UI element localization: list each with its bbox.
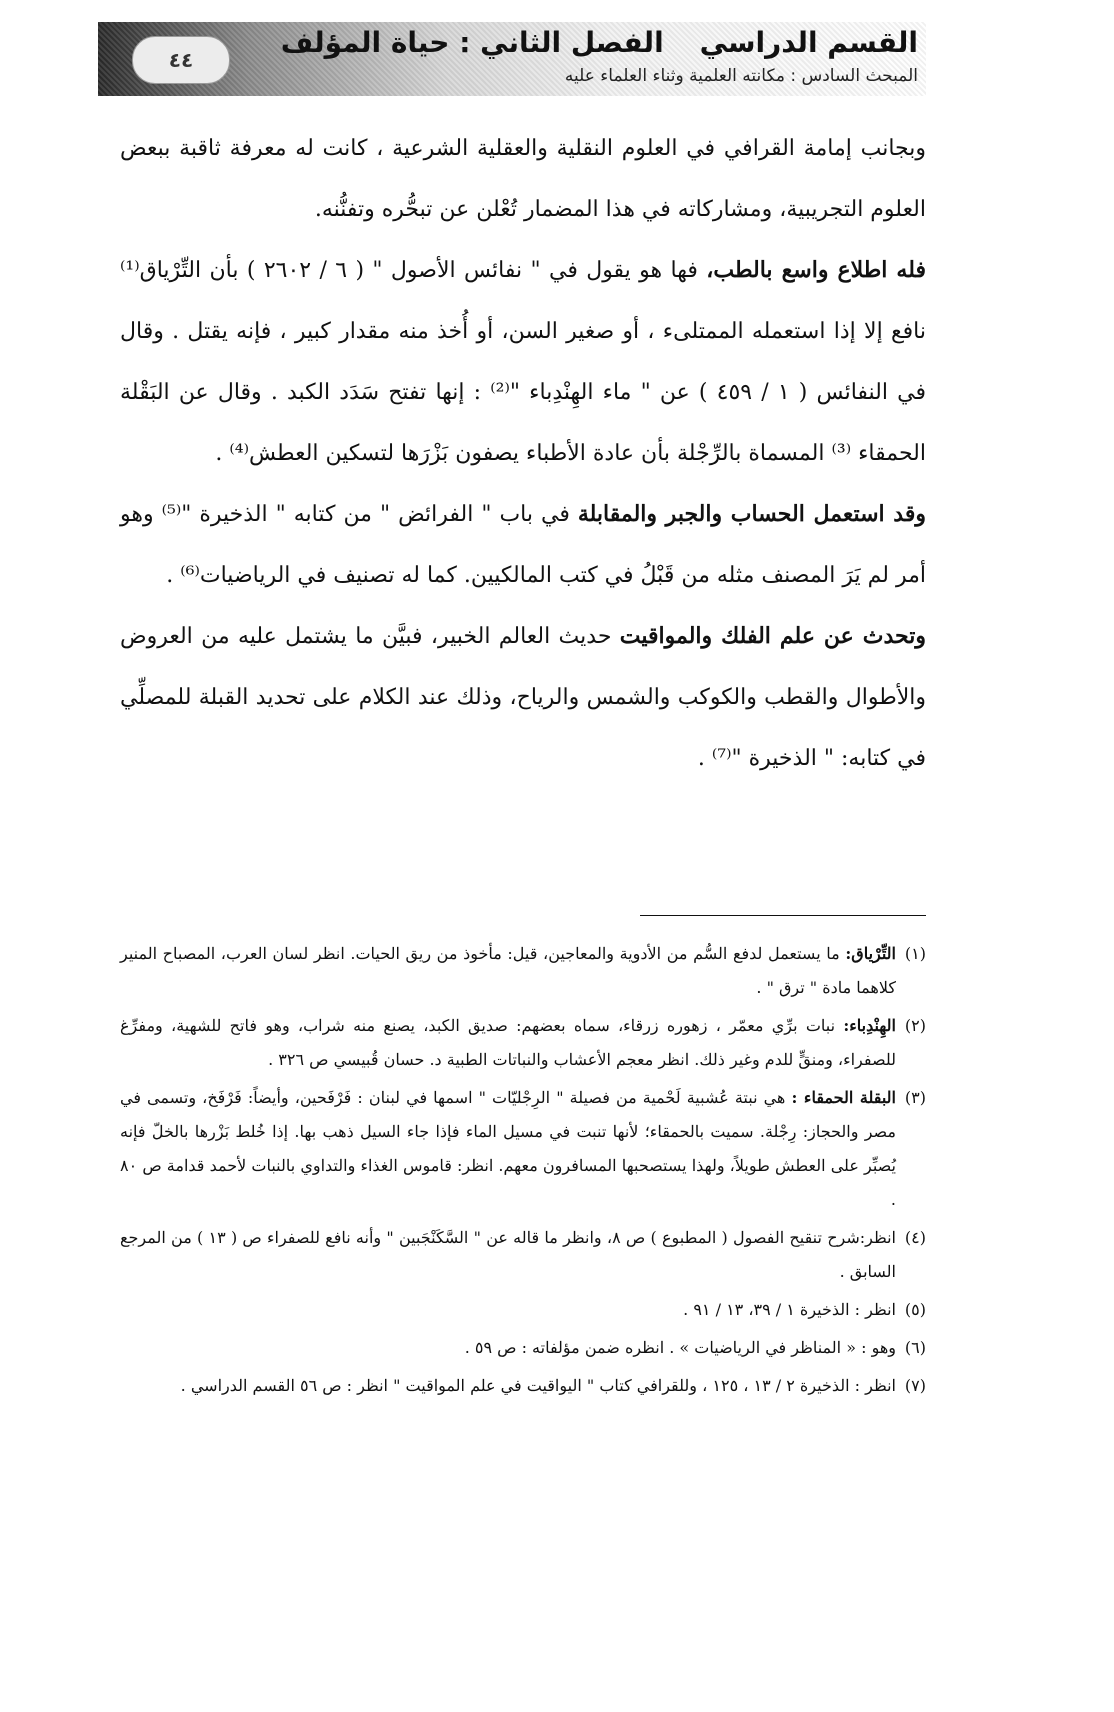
main-text	[120, 118, 926, 789]
paragraph-3	[120, 484, 926, 606]
paragraph-4-lead: وتحدث عن علم الفلك والمواقيت	[619, 623, 926, 649]
footnote-4	[120, 1221, 926, 1289]
paragraph-3-body: في باب " الفرائض " من كتابه " الذخيرة "⁽⁵⁾ وهو أمر لم يَرَ المصنف مثله من قَبْلُ في كتب المالكيين. كما له تصنيف في الرياضيات⁽⁶⁾ .	[120, 502, 926, 588]
footnote-text: انظر:شرح تنقيح الفصول ( المطبوع ) ص ٨، وانظر ما قاله عن " السَّكَنْجَبين " وأنه نافع للصفراء ص ( ١٣ ) من المرجع السابق .	[120, 1228, 897, 1281]
paragraph-4-body: حديث العالم الخبير، فبيَّن ما يشتمل عليه من العروض والأطوال والقطب والكوكب والشمس والرياح، وذلك عند الكلام على تحديد القبلة للمصلِّي في كتابه: " الذخيرة "⁽⁷⁾ .	[120, 624, 926, 771]
page-number: ٤٤	[132, 36, 230, 84]
footnote-number: (٣)	[904, 1088, 926, 1107]
header-subsection: المبحث السادس : مكانته العلمية وثناء العلماء عليه	[564, 66, 918, 86]
footnote-text: ما يستعمل لدفع السُّم من الأدوية والمعاجين، قيل: مأخوذ من ريق الحيات. انظر لسان العرب، المصباح المنير كلاهما مادة " ترق " .	[120, 944, 896, 997]
paragraph-2-lead: فله اطلاع واسع بالطب،	[706, 257, 927, 283]
paragraph-2-body: فها هو يقول في " نفائس الأصول " ( ٦ / ٢٦٠٢ ) بأن التِّرْياق⁽¹⁾ نافع إلا إذا استعمله الممتلىء ، أو صغير السن، أو أُخذ منه مقدار كبير ، فإنه يقتل . وقال في النفائس ( ١ / ٤٥٩ ) عن " ماء الهِنْدِباء "⁽²⁾ : إنها تفتح سَدَد الكبد . وقال عن البَقْلة الحمقاء ⁽³⁾ المسماة بالرِّجْلة بأن عادة الأطباء يصفون بَزْرَها لتسكين العطش⁽⁴⁾ .	[120, 258, 927, 466]
footnote-term: الهِنْدِباء:	[843, 1016, 896, 1035]
footnote-1	[120, 937, 926, 1005]
paragraph-2	[120, 240, 926, 484]
page-header	[98, 22, 926, 96]
footnote-number: (٢)	[904, 1016, 926, 1035]
header-title	[281, 26, 918, 59]
footnote-text: هي نبتة عُشبية لَحْمية من فصيلة " الرِجْليّات " اسمها في لبنان : فَرْفَحين، وأيضاً: فَرْفَخ، وتسمى في مصر والحجاز: رِجْلة. سميت بالحمقاء؛ لأنها تنبت في مسيل الماء فإذا جاء السيل ذهب بها. إذا خُلط بَزْرها بالخلّ فإنه يُصبِّر على العطش طويلاً، ولهذا يستصحبها المسافرون معهم. انظر: قاموس الغذاء والتداوي بالنبات لأحمد قدامة ص ٨٠ .	[120, 1088, 896, 1209]
footnote-number: (١)	[904, 944, 926, 963]
paragraph-1: وبجانب إمامة القرافي في العلوم النقلية والعقلية الشرعية ، كانت له معرفة ثاقبة ببعض العلوم التجريبية، ومشاركاته في هذا المضمار تُعْلن عن تبحُّره وتفنُّنه.	[120, 136, 926, 222]
paragraph-3-lead: وقد استعمل الحساب والجبر والمقابلة	[577, 501, 926, 527]
footnote-5	[120, 1293, 926, 1327]
footnote-divider	[640, 915, 926, 916]
footnote-number: (٤)	[904, 1228, 926, 1247]
footnote-text: انظر : الذخيرة ١ / ٣٩، ١٣ / ٩١ .	[683, 1300, 896, 1319]
footnote-text: انظر : الذخيرة ٢ / ١٣ ، ١٢٥ ، وللقرافي كتاب " اليواقيت في علم المواقيت " انظر : ص ٥٦ القسم الدراسي .	[180, 1376, 896, 1395]
footnote-term: التِّرْياق:	[845, 944, 896, 963]
footnotes	[120, 937, 926, 1407]
footnote-number: (٥)	[904, 1300, 926, 1319]
header-chapter: الفصل الثاني : حياة المؤلف	[280, 26, 664, 59]
footnote-text: وهو : « المناظر في الرياضيات » . انظره ضمن مؤلفاته : ص ٥٩ .	[464, 1338, 896, 1357]
footnote-number: (٧)	[904, 1376, 926, 1395]
footnote-number: (٦)	[904, 1338, 926, 1357]
footnote-7	[120, 1369, 926, 1403]
paragraph-4	[120, 606, 926, 789]
footnote-2	[120, 1009, 926, 1077]
footnote-6	[120, 1331, 926, 1365]
footnote-term: البقلة الحمقاء :	[791, 1088, 896, 1107]
footnote-3	[120, 1081, 926, 1217]
header-section: القسم الدراسي	[699, 26, 918, 59]
footnote-text: نبات برِّي معمّر ، زهوره زرقاء، سماه بعضهم: صديق الكبد، يصنع منه شراب، وهو فاتح للشهية، ومفرِّغ للصفراء، ومنقٍّ للدم وغير ذلك. انظر معجم الأعشاب والنباتات الطبية د. حسان قُبيسي ص ٣٢٦ .	[120, 1016, 896, 1069]
